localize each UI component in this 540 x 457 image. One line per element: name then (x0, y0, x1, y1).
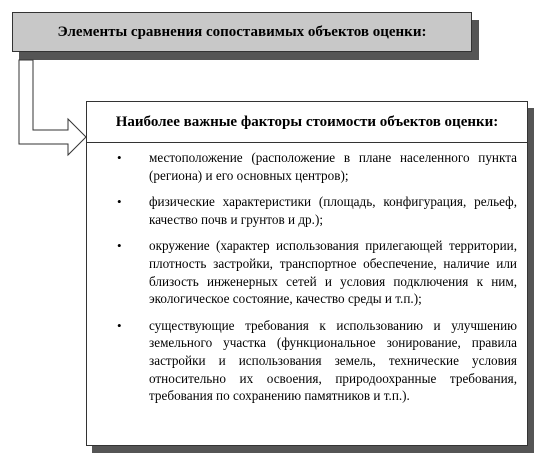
list-item-text: окружение (характер использования прилегающей территории, плотность застройки, транспортное обеспечение, наличие или близость инженерных сетей и условия подключения к ним, экологическое состояние, качество среды и т.п.); (149, 238, 517, 307)
list-item-text: существующие требования к использованию и улучшению земельного участка (функциональное зонирование, правила застройки и использования земель, технические условия относительно их освоения, природоохранные требования, требования по сохранению памятников и т.п.). (149, 317, 517, 404)
value-factors-box (86, 101, 528, 446)
bullet-icon: • (117, 317, 122, 333)
list-item-text: местоположение (расположение в плане населенного пункта (региона) и его основных центров); (149, 150, 517, 183)
bullet-icon: • (117, 194, 122, 210)
bullet-icon: • (117, 150, 122, 165)
list-item (87, 149, 517, 184)
list-item (87, 237, 517, 307)
bullet-icon: • (117, 238, 122, 254)
value-factors-title: Наиболее важные факторы стоимости объектов оценки: (87, 102, 527, 143)
list-item (87, 317, 517, 405)
value-factors-list (87, 143, 527, 405)
list-item (87, 193, 517, 228)
list-item-text: физические характеристики (площадь, конфигурация, рельеф, качество почв и грунтов и др.); (149, 194, 517, 227)
comparison-elements-title: Элементы сравнения сопоставимых объектов оценки: (57, 23, 427, 40)
